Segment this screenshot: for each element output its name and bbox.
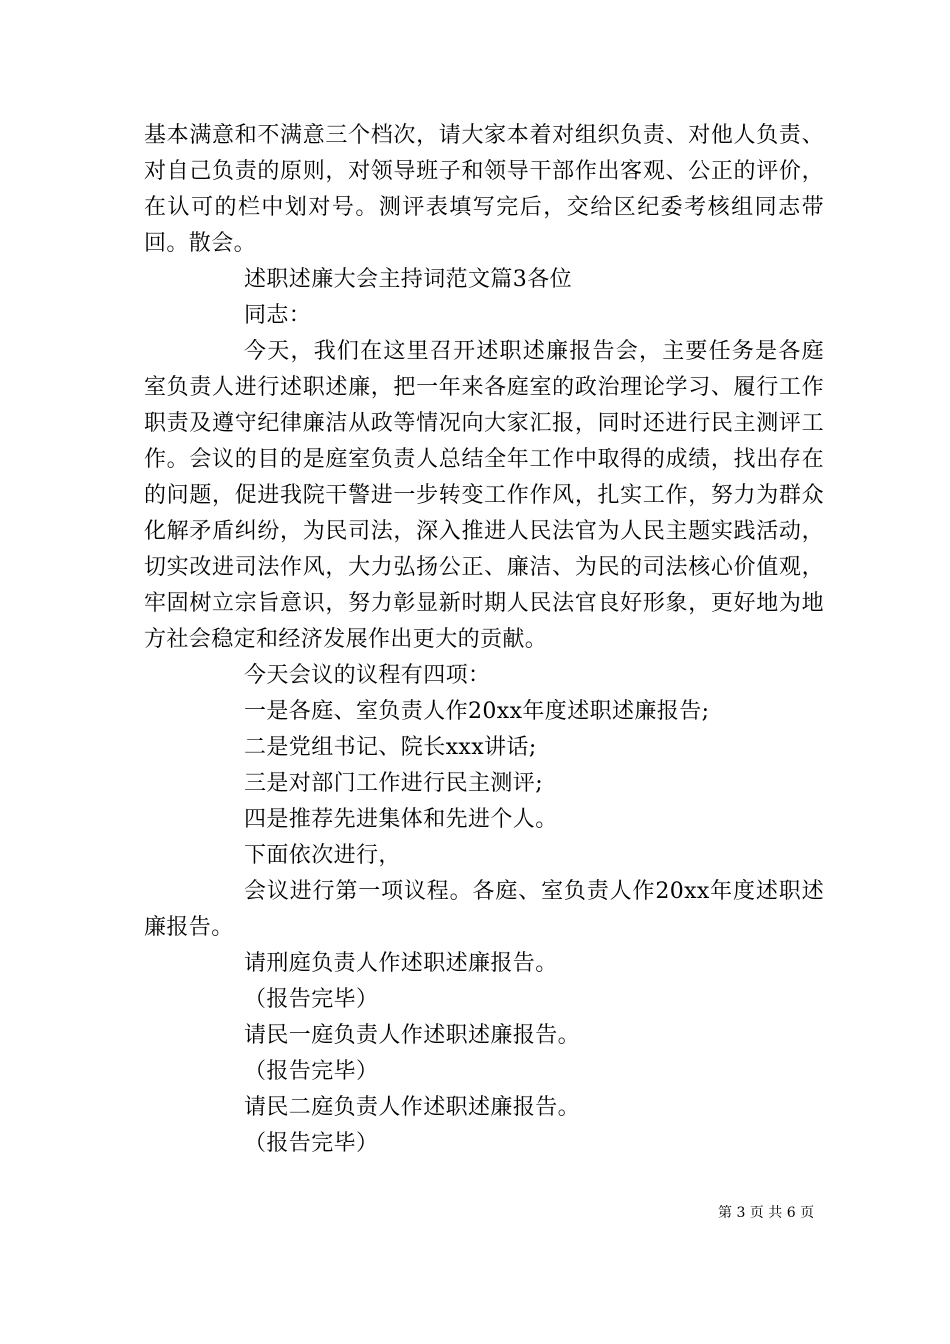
document-body — [144, 118, 824, 1162]
paragraph-section-title: 述职述廉大会主持词范文篇3各位 — [244, 267, 572, 292]
paragraph-evaluation-instructions: 基本满意和不满意三个档次，请大家本着对组织负责、对他人负责、对自己负责的原则，对领导班子和领导干部作出客观、公正的评价，在认可的栏中划对号。测评表填写完后，交给区纪委考核组同志带回。散会。 — [144, 123, 824, 256]
agenda-item-4: 四是推荐先进集体和先进个人。 — [244, 807, 558, 832]
paragraph-criminal-court-report: 请刑庭负责人作述职述廉报告。 — [244, 951, 558, 976]
paragraph-proceed: 下面依次进行， — [244, 843, 401, 868]
paragraph-civil-court-1-report: 请民一庭负责人作述职述廉报告。 — [244, 1023, 581, 1048]
paragraph-salutation: 同志： — [244, 303, 312, 328]
paragraph-report-done-2: （报告完毕） — [244, 1059, 379, 1084]
page-number-footer: 第 3 页 共 6 页 — [718, 1205, 815, 1221]
paragraph-report-done-3: （报告完毕） — [244, 1131, 379, 1156]
agenda-item-2: 二是党组书记、院长xxx讲话; — [244, 735, 537, 760]
paragraph-agenda-intro: 今天会议的议程有四项： — [244, 663, 491, 688]
paragraph-first-agenda: 会议进行第一项议程。各庭、室负责人作20xx年度述职述廉报告。 — [144, 879, 824, 940]
agenda-item-1: 一是各庭、室负责人作20xx年度述职述廉报告; — [244, 699, 710, 724]
paragraph-civil-court-2-report: 请民二庭负责人作述职述廉报告。 — [244, 1095, 581, 1120]
paragraph-report-done-1: （报告完毕） — [244, 987, 379, 1012]
agenda-item-3: 三是对部门工作进行民主测评; — [244, 771, 544, 796]
paragraph-meeting-purpose: 今天，我们在这里召开述职述廉报告会，主要任务是各庭室负责人进行述职述廉，把一年来各庭室的政治理论学习、履行工作职责及遵守纪律廉洁从政等情况向大家汇报，同时还进行民主测评工作。会议的目的是庭室负责人总结全年工作中取得的成绩，找出存在的问题，促进我院干警进一步转变工作作风，扎实工作，努力为群众化解矛盾纠纷，为民司法，深入推进人民法官为人民主题实践活动，切实改进司法作风，大力弘扬公正、廉洁、为民的司法核心价值观，牢固树立宗旨意识，努力彰显新时期人民法官良好形象，更好地为地方社会稳定和经济发展作出更大的贡献。 — [144, 339, 824, 652]
